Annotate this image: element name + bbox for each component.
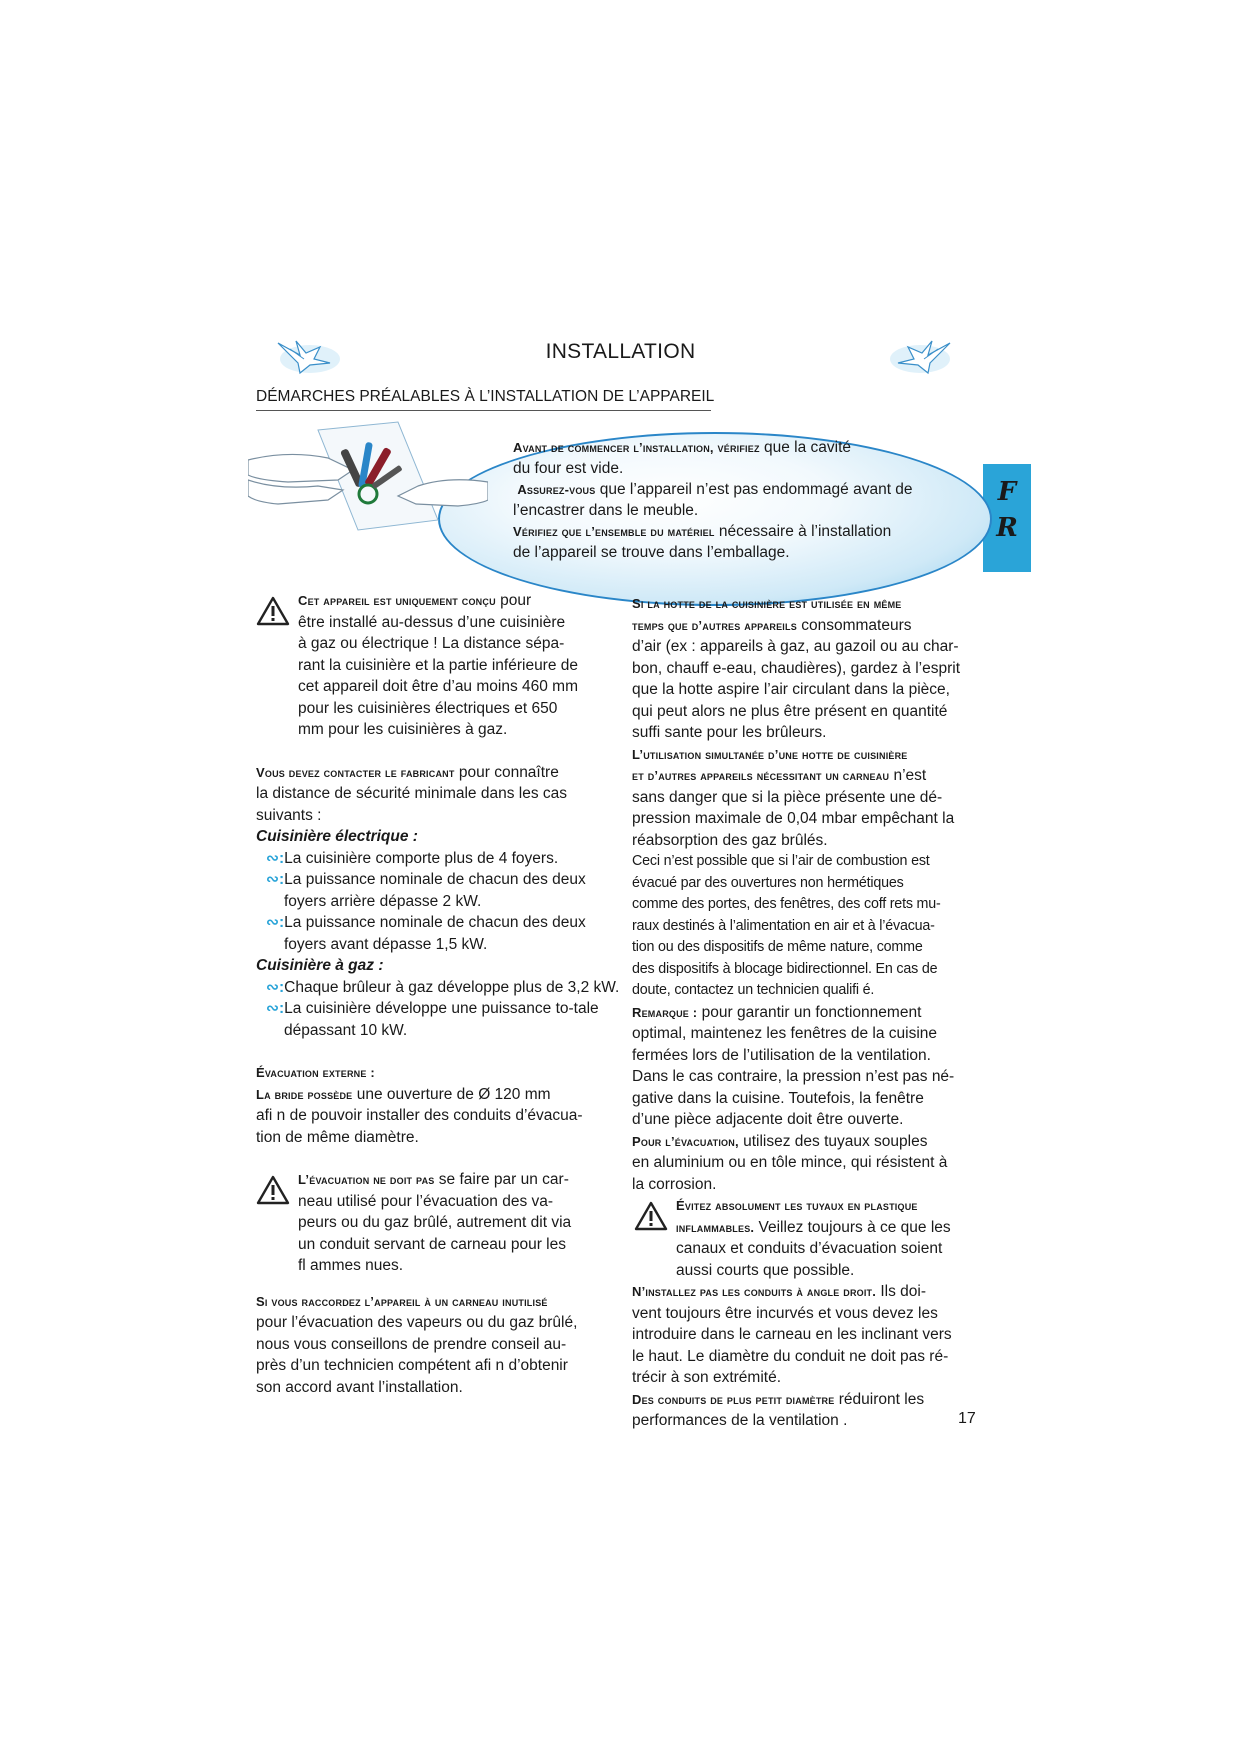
electric-heading: Cuisinière électrique : [256, 828, 418, 845]
hands-tools-illustration [248, 420, 488, 540]
evacuation-heading: Évacuation externe : [256, 1065, 375, 1080]
evacuation-block: Évacuation externe : La bride possède une ouverture de Ø 120 mm afi n de pouvoir installer des conduits d’évacua- tion de même diamètre. [256, 1062, 626, 1148]
divider [256, 410, 711, 411]
wave-bullet-icon: ∾: [266, 914, 285, 931]
page-number: 17 [958, 1410, 976, 1427]
evacuation-pipes-block: Pour l’évacuation, utilisez des tuyaux souples en aluminium ou en tôle mince, qui résistent à la corrosion. [632, 1132, 948, 1193]
simultaneous-block: L’utilisation simultanée d’une hotte de cuisinière et d’autres appareils nécessitant un carneau n’est sans danger que si la pièce présente une dé- pression maximale de 0,04 mbar empêchant la réabsorption des gaz brûlés. [632, 746, 955, 849]
left-column [256, 590, 626, 1398]
lang-letter: F [997, 477, 1017, 507]
warning-block: Cet appareil est uniquement conçu pour être installé au-dessus d’une cuisinière à gaz ou électrique ! La distance sépa- rant la cuisinière et la partie inférieure de cet appareil doit être d’au moins 460 mm pour les cuisinières électriques et 650 mm pour les cuisinières à gaz. [256, 590, 626, 741]
warning-block: Évitez absolument les tuyaux en plastique inflammables. Veillez toujours à ce que les canaux et conduits d’évacuation soient aussi courts que possible. [632, 1195, 977, 1281]
raccord-block: Si vous raccordez l’appareil à un carneau inutilisé pour l’évacuation des vapeurs ou du gaz brûlé, nous vous conseillons de prendre conseil au- près d’un technicien compétent afi n d’obtenir son accord avant l’installation. [256, 1293, 578, 1396]
list-item: ∾:Chaque brûleur à gaz développe plus de 3,2 kW. [266, 978, 620, 996]
hotte-block: Si la hotte de la cuisinière est utilisée en même temps que d’autres appareils consommateurs d’air (ex : appareils à gaz, au gazoil ou au char- bon, chauff e-eau, chaudières), gardez à l’esprit que la hotte aspire l’air circulant dans la pièce, qui peut alors ne plus être présent en quantité suffi sante pour les brûleurs. [632, 596, 960, 741]
list-item: ∾:La cuisinière comporte plus de 4 foyers. [266, 849, 559, 867]
intro-text: Avant de commencer l’installation, vérifiez que la cavité du four est vide. Assurez-vous que l’appareil n’est pas endommagé avant de l’encastrer dans le meuble. Vérifiez que l’ensemble du matériel nécessaire à l’installation de l’appareil se trouve dans l’emballage. [513, 439, 913, 561]
warning-icon [256, 596, 290, 626]
warning-icon [634, 1201, 668, 1231]
page-title: INSTALLATION [545, 340, 696, 363]
remarque-block: Remarque : pour garantir un fonctionnement optimal, maintenez les fenêtres de la cuisine fermées lors de l’utilisation de la ventilation. Dans le cas contraire, la pression n’est pas né- gative dans la cuisine. Toutefois, la fenêtre d’une pièce adjacente doit être ouverte. [632, 1003, 955, 1128]
section-subtitle: DÉMARCHES PRÉALABLES À L’INSTALLATION DE L’APPAREIL [256, 388, 715, 405]
contact-block: Vous devez contacter le fabricant pour connaître la distance de sécurité minimale dans les cas suivants : Cuisinière électrique : ∾:La cuisinière comporte plus de 4 foyers. ∾:La puissance nominale de chacun des deux foyers arrière dépasse 2 kW. ∾:La puissance nominale de chacun des deux foyers avant dépasse 1,5 kW. Cuisinière à gaz : ∾:Chaque brûleur à gaz développe plus de 3,2 kW. ∾:La cuisinière développe une puissance to-tale dépassant 10 kW. [256, 762, 626, 1042]
gas-heading: Cuisinière à gaz : [256, 957, 384, 974]
list-item: ∾:La puissance nominale de chacun des deux foyers arrière dépasse 2 kW. [266, 871, 586, 910]
combustion-block: Ceci n’est possible que si l’air de combustion est évacué par des ouvertures non hermétiques comme des portes, des fenêtres, des coff rets mu- raux destinés à l’alimentation en air et à l’évacua- tion ou des dispositifs de même nature, comme des dispositifs à blocage bidirectionnel. En cas de doute, contactez un technicien qualifi é. [632, 853, 941, 998]
list-item: ∾:La cuisinière développe une puissance to-tale dépassant 10 kW. [266, 1000, 599, 1039]
bird-icon [884, 333, 958, 379]
warning-icon [256, 1175, 290, 1205]
wave-bullet-icon: ∾: [266, 849, 285, 867]
list-item: ∾:La puissance nominale de chacun des deux foyers avant dépasse 1,5 kW. [266, 914, 586, 953]
diameter-block: Des conduits de plus petit diamètre réduiront les performances de la ventilation . [632, 1390, 925, 1429]
wave-bullet-icon: ∾: [266, 871, 285, 888]
angle-block: N’installez pas les conduits à angle droit. Ils doi- vent toujours être incurvés et vous devez les introduire dans le carneau en les inclinant vers le haut. Le diamètre du conduit ne doit pas ré- trécir à son extrémité. [632, 1283, 952, 1386]
warning-block: L’évacuation ne doit pas se faire par un car- neau utilisé pour l’évacuation des va- peurs ou du gaz brûlé, autrement dit via un conduit servant de carneau pour les fl ammes nues. [256, 1169, 626, 1277]
wave-bullet-icon: ∾: [266, 1000, 285, 1017]
right-column [632, 593, 977, 1432]
bird-icon [270, 333, 344, 379]
lang-letter: R [996, 513, 1018, 543]
wave-bullet-icon: ∾: [266, 978, 285, 996]
